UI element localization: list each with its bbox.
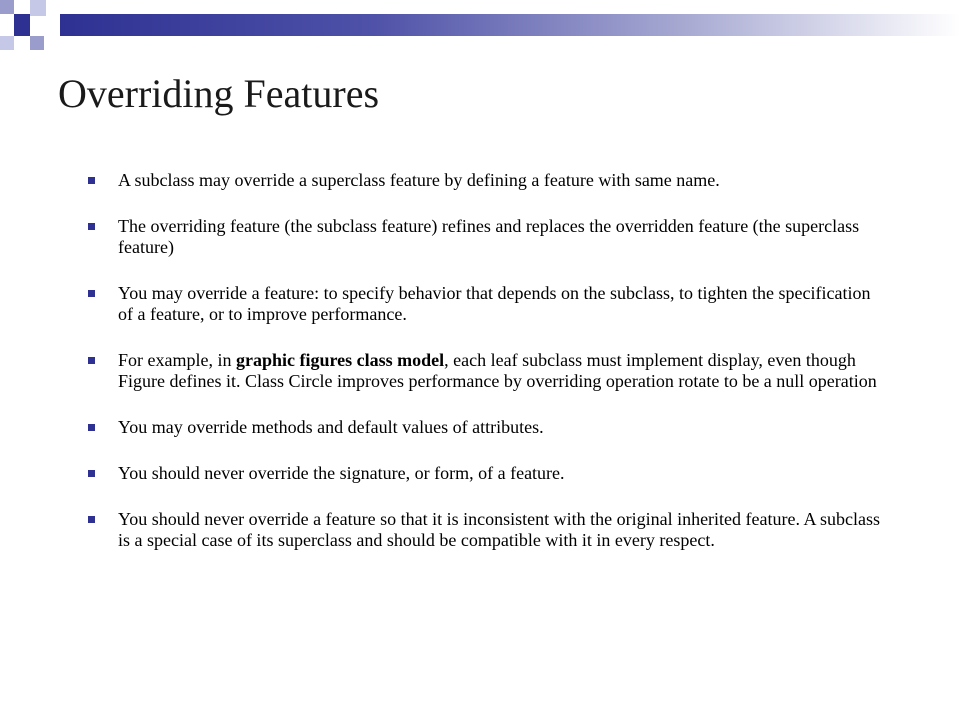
square-bullet-icon	[88, 470, 95, 477]
bullet-text: You may override a feature: to specify behavior that depends on the subclass, to tighten the specification of a feature, or to improve performance.	[118, 283, 871, 324]
square-bullet-icon	[88, 177, 95, 184]
bullet-text-after: , each leaf subclass must implement display, even though Figure defines it. Class Circle improves performance by overriding operation rotate to be a null operation	[118, 350, 877, 391]
bullet-item	[84, 463, 884, 484]
bullet-item	[84, 170, 884, 191]
bullet-item	[84, 350, 884, 392]
bullet-list	[84, 170, 884, 576]
bullet-text-before: For example, in	[118, 350, 236, 370]
square-bullet-icon	[88, 424, 95, 431]
corner-square-decoration	[0, 36, 14, 50]
square-bullet-icon	[88, 516, 95, 523]
square-bullet-icon	[88, 290, 95, 297]
bullet-text: The overriding feature (the subclass feature) refines and replaces the overridden feature (the superclass feature)	[118, 216, 860, 257]
bullet-item	[84, 283, 884, 325]
header-gradient-bar	[60, 14, 960, 36]
corner-square-decoration	[0, 0, 14, 14]
corner-square-decoration	[30, 0, 46, 16]
bullet-item	[84, 509, 884, 551]
bullet-text-bold: graphic figures class model	[235, 350, 445, 370]
corner-square-decoration	[30, 16, 46, 36]
bullet-text: You should never override a feature so that it is inconsistent with the original inherited feature. A subclass is a special case of its superclass and should be compatible with it in every respect.	[118, 509, 881, 550]
bullet-text: You may override methods and default values of attributes.	[118, 417, 544, 437]
bullet-text: A subclass may override a superclass feature by defining a feature with same name.	[118, 170, 720, 190]
corner-square-decoration	[14, 0, 30, 14]
square-bullet-icon	[88, 357, 95, 364]
corner-square-decoration	[30, 36, 44, 50]
corner-square-decoration	[0, 14, 14, 36]
slide-title: Overriding Features	[58, 71, 380, 116]
corner-square-decoration	[14, 14, 30, 36]
bullet-item	[84, 216, 884, 258]
bullet-text: You should never override the signature, or form, of a feature.	[118, 463, 565, 483]
bullet-item	[84, 417, 884, 438]
square-bullet-icon	[88, 223, 95, 230]
